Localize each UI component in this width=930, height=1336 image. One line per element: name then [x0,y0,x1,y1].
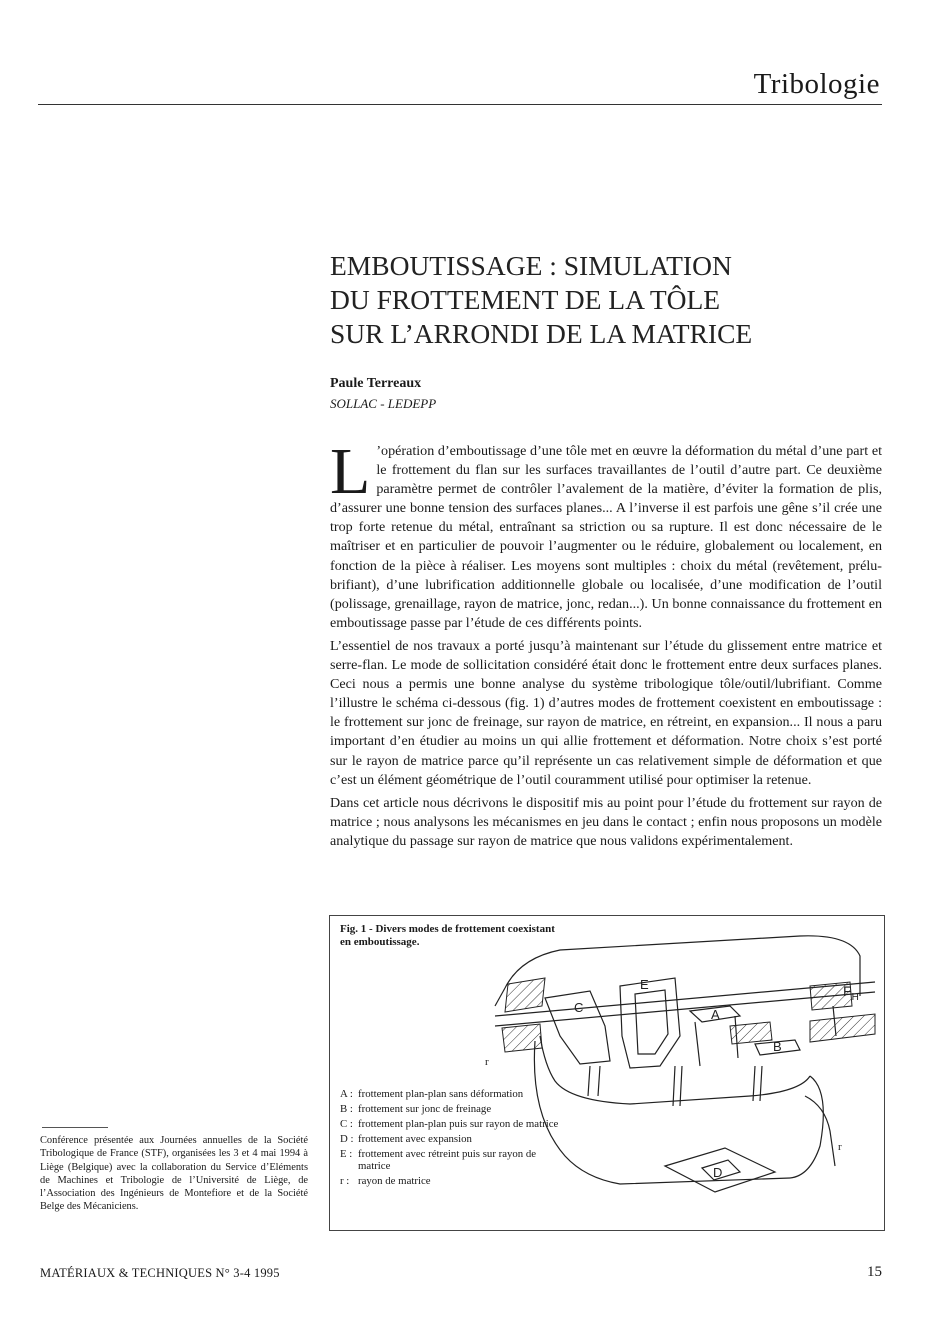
figure-caption: Fig. 1 - Divers modes de frottement coexistant en emboutissage. [340,923,555,948]
title-line-1: EMBOUTISSAGE : SIMULATION [330,250,732,281]
legend-item [340,1103,560,1115]
legend-text: frottement plan-plan puis sur rayon de matrice [358,1118,559,1130]
figure-1 [329,915,885,1231]
figure-legend [340,1088,560,1190]
legend-text: frottement avec expansion [358,1133,472,1145]
legend-item [340,1118,560,1130]
paragraph-3: Dans cet article nous décrivons le dispositif mis au point pour l’étude du frottement sur rayon de matrice ; nous analysons les mécanismes en jeu dans le contact ; enfin nous proposons un modèle analytique du passage sur rayon de matrice que nous validons expérimentalement. [330,794,882,849]
label-r-left: r [485,1056,489,1068]
title-line-2: DU FROTTEMENT DE LA TÔLE [330,284,721,315]
label-B: B [773,1039,782,1054]
section-title: Tribologie [753,68,880,100]
label-force-main: F [843,983,852,999]
legend-text: frottement sur jonc de freinage [358,1103,492,1115]
legend-key: C : [340,1118,353,1130]
legend-text: rayon de matrice [358,1175,431,1187]
legend-item [340,1148,560,1172]
legend-key: r : [340,1175,350,1187]
footnote-rule [42,1127,108,1128]
header-rule [38,104,882,105]
article-title [330,249,890,351]
label-A: A [711,1007,720,1022]
legend-key: D : [340,1133,354,1145]
label-force-subscript: H [851,992,859,1003]
footer-journal: MATÉRIAUX & TECHNIQUES N° 3-4 1995 [40,1266,280,1280]
legend-key: A : [340,1088,353,1100]
author-name: Paule Terreaux [330,376,422,391]
paragraph-2: L’essentiel de nos travaux a porté jusqu’à maintenant sur l’étude du glissement entre matrice et serre-flan. Le mode de sollicitation considéré était donc le frottement entre deux surfaces planes. Ceci nous a permis une bonne analyse du système tribologique tôle/outil/lubrifiant. Comme l’illustre le schéma ci-dessous (fig. 1) d’autres modes de frottement coexistent en emboutissage : le frottement sur jonc de freinage, sur rayon de matrice, en rétreint, en expansion... Il nous a paru important d’en étudier au moins un qui allie frottement et déformation. Notre choix s’est porté sur le rayon de matrice parce qu’il représente un cas relativement simple de déformation et que c’est un élément géométrique de l’outil couramment utilisé pour optimiser la retenue. [330,637,882,788]
label-E: E [640,977,649,992]
drop-cap: L [330,435,371,508]
paragraph-1-text: ’opération d’emboutissage d’une tôle met en œuvre la déformation du métal d’une part et le frottement du flan sur les surfaces travaillantes de l’outil d’autre part. Ce deuxième paramètre permet de contrôler l’avalement de la matière, d’éviter la formation de plis, d’assurer une bonne tension des surfaces planes... A l’inverse il est parfois une gêne s’il crée une trop forte retenue du métal, entraînant sa striction ou sa rupture. Il est donc nécessaire de le maîtriser et en particulier de pouvoir l’augmenter ou le réduire, globalement ou localement, en fonction de la pièce à réaliser. Les moyens sont multiples : choix du métal (revêtement, prélubrifiant), d’une lubrification additionnelle globale ou localisée, d’une modification de l’outil (polissage, grenaillage, rayon de matrice, jonc, redan...). Un bonne connaissance du frottement en emboutissage passe par l’étude de ces différents points. [330,443,882,631]
author-affiliation: SOLLAC - LEDEPP [330,396,437,411]
paragraph-1 [330,435,882,633]
legend-item [340,1088,560,1100]
legend-item [340,1175,560,1187]
article-body [330,435,882,855]
label-C: C [574,1000,584,1015]
legend-key: E : [340,1148,353,1160]
label-r-right: r [838,1141,842,1153]
hatched-sections [502,978,875,1052]
legend-text: frottement avec rétreint puis sur rayon de matrice [358,1148,537,1172]
label-D: D [713,1165,723,1180]
legend-item [340,1133,560,1145]
footnote: Conférence présentée aux Journées annuelles de la Société Tribologique de France (STF), organisées les 3 et 4 mai 1994 à Liège (Belgique) avec la collaboration du Service d’Eléments de Machines et Tribologie de l’Université de Liège, de l’Association des Ingénieurs de Montefiore et de la Société Belge des Mécaniciens. [40,1135,308,1213]
page-number: 15 [867,1264,882,1280]
title-line-3: SUR L’ARRONDI DE LA MATRICE [330,318,753,349]
legend-text: frottement plan-plan sans déformation [358,1088,524,1100]
legend-key: B : [340,1103,353,1115]
